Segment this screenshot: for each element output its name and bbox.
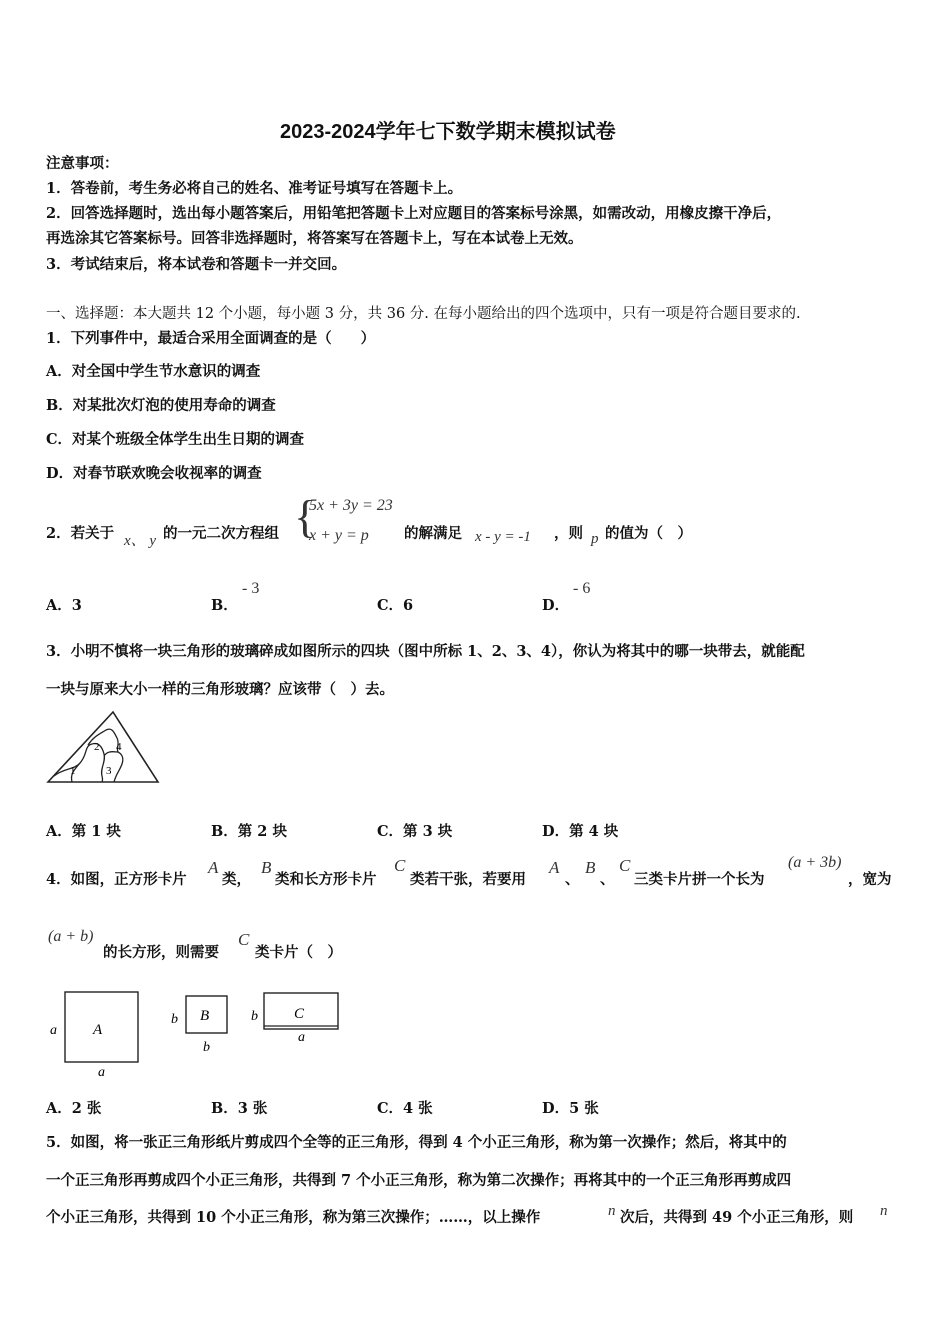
- q3-option-c: C．第 3 块: [377, 823, 453, 840]
- q2-option-c: C．6: [377, 597, 414, 614]
- q4-text-8: 类卡片（ ）: [255, 944, 342, 961]
- q4-sep-2: 、: [600, 871, 615, 888]
- q3-option-b: B．第 2 块: [211, 823, 287, 840]
- card-c-side: b: [251, 1009, 258, 1024]
- card-a-side: a: [50, 1023, 57, 1038]
- q4-length: (a + 3b): [788, 854, 842, 871]
- q2-option-b-value: - 3: [242, 580, 260, 597]
- q1-option-d: D．对春节联欢晚会收视率的调查: [46, 465, 262, 482]
- q3-option-d: D．第 4 块: [542, 823, 619, 840]
- q2-text-5: 的值为（ ）: [605, 525, 692, 542]
- q3-line-1: 3．小明不慎将一块三角形的玻璃碎成如图所示的四块（图中所标 1、2、3、4），你认为将其中的哪一块带去，就能配: [46, 643, 805, 660]
- q4-text-1: 4．如图，正方形卡片: [46, 871, 187, 888]
- q2-system-brace: {: [294, 491, 317, 542]
- q2-text-3: 的解满足: [404, 525, 462, 542]
- note-line-3: 3．考试结束后，将本试卷和答题卡一并交回。: [46, 256, 347, 273]
- card-c-bottom: a: [298, 1030, 305, 1045]
- card-b-bottom: b: [203, 1040, 210, 1055]
- q4-var-a: A: [208, 858, 219, 877]
- card-b-label: B: [200, 1008, 210, 1024]
- q4-width: (a + b): [48, 928, 94, 945]
- card-b-side: b: [171, 1012, 178, 1027]
- glass-piece-label-2: 2: [94, 741, 100, 753]
- card-c-label: C: [294, 1006, 305, 1022]
- q4-option-b: B．3 张: [211, 1100, 268, 1117]
- q4-var-a-2: A: [549, 858, 560, 877]
- q4-text-6: ，宽为: [848, 871, 892, 888]
- glass-piece-label-3: 3: [106, 765, 112, 777]
- q1-option-a: A．对全国中学生节水意识的调查: [46, 363, 261, 380]
- q2-option-a: A．3: [46, 597, 82, 614]
- page-title: 2023-2024学年七下数学期末模拟试卷: [280, 121, 616, 143]
- q4-text-3: 类和长方形卡片: [275, 871, 377, 888]
- q4-text-4: 类若干张，若要用: [410, 871, 526, 888]
- q4-var-c: C: [394, 856, 406, 875]
- q3-line-2: 一块与原来大小一样的三角形玻璃？应该带（ ）去。: [46, 681, 394, 698]
- q4-sep-1: 、: [565, 871, 580, 888]
- q3-option-a: A．第 1 块: [46, 823, 121, 840]
- q2-text-4: ，则: [554, 525, 583, 542]
- q4-text-2: 类，: [222, 871, 251, 888]
- q5-var-n-2: n: [880, 1203, 888, 1219]
- q4-var-c-2: C: [619, 856, 631, 875]
- note-line-2a: 2．回答选择题时，选出每小题答案后，用铅笔把答题卡上对应题目的答案标号涂黑，如需改动，用橡皮擦干净后，: [46, 205, 782, 222]
- q2-equation-2: x + y = p: [309, 527, 369, 544]
- cards-figure: [44, 988, 354, 1080]
- q4-option-d: D．5 张: [542, 1100, 599, 1117]
- q5-line-3a: 个小正三角形，共得到 10 个小正三角形，称为第三次操作；……，以上操作: [46, 1209, 541, 1226]
- q4-text-5: 三类卡片拼一个长为: [634, 871, 765, 888]
- note-line-2b: 再选涂其它答案标号。回答非选择题时，将答案写在答题卡上，写在本试卷上无效。: [46, 230, 583, 247]
- q4-var-b-2: B: [585, 858, 596, 877]
- card-a-bottom: a: [98, 1065, 105, 1080]
- broken-glass-figure: [44, 708, 162, 788]
- q4-option-c: C．4 张: [377, 1100, 433, 1117]
- q2-text-2: 的一元二次方程组: [163, 525, 279, 542]
- q2-vars: x、 y: [124, 533, 157, 549]
- q1-option-b: B．对某批次灯泡的使用寿命的调查: [46, 397, 276, 414]
- notes-heading: 注意事项：: [46, 155, 119, 172]
- q1-stem: 1．下列事件中，最适合采用全面调查的是（ ）: [46, 330, 376, 347]
- glass-piece-label-1: 1: [70, 765, 76, 777]
- q4-text-7: 的长方形，则需要: [103, 944, 219, 961]
- q2-option-b: B．: [211, 597, 238, 614]
- q5-line-2: 一个正三角形再剪成四个小正三角形，共得到 7 个小正三角形，称为第二次操作；再将其中的一个正三角形再剪成四: [46, 1172, 792, 1189]
- section-heading: 一、选择题：本大题共 12 个小题，每小题 3 分，共 36 分. 在每小题给出的四个选项中，只有一项是符合题目要求的.: [46, 306, 801, 322]
- q4-var-b: B: [261, 858, 272, 877]
- q2-condition: x - y = -1: [475, 529, 531, 545]
- q1-option-c: C．对某个班级全体学生出生日期的调查: [46, 431, 305, 448]
- q5-line-1: 5．如图，将一张正三角形纸片剪成四个全等的正三角形，得到 4 个小正三角形，称为第一次操作；然后，将其中的: [46, 1134, 787, 1151]
- note-line-1: 1．答卷前，考生务必将自己的姓名、准考证号填写在答题卡上。: [46, 180, 463, 197]
- glass-piece-label-4: 4: [116, 741, 122, 753]
- q4-var-c-3: C: [238, 930, 250, 949]
- q2-equation-1: 5x + 3y = 23: [309, 497, 393, 514]
- q2-var-p: p: [591, 531, 599, 547]
- q5-line-3b: 次后，共得到 49 个小正三角形，则: [620, 1209, 854, 1226]
- q2-option-d-value: - 6: [573, 580, 591, 597]
- q4-option-a: A．2 张: [46, 1100, 102, 1117]
- card-a-label: A: [93, 1022, 103, 1038]
- q5-var-n-1: n: [608, 1203, 616, 1219]
- q2-text-1: 2．若关于: [46, 525, 115, 542]
- q2-option-d: D．: [542, 597, 570, 614]
